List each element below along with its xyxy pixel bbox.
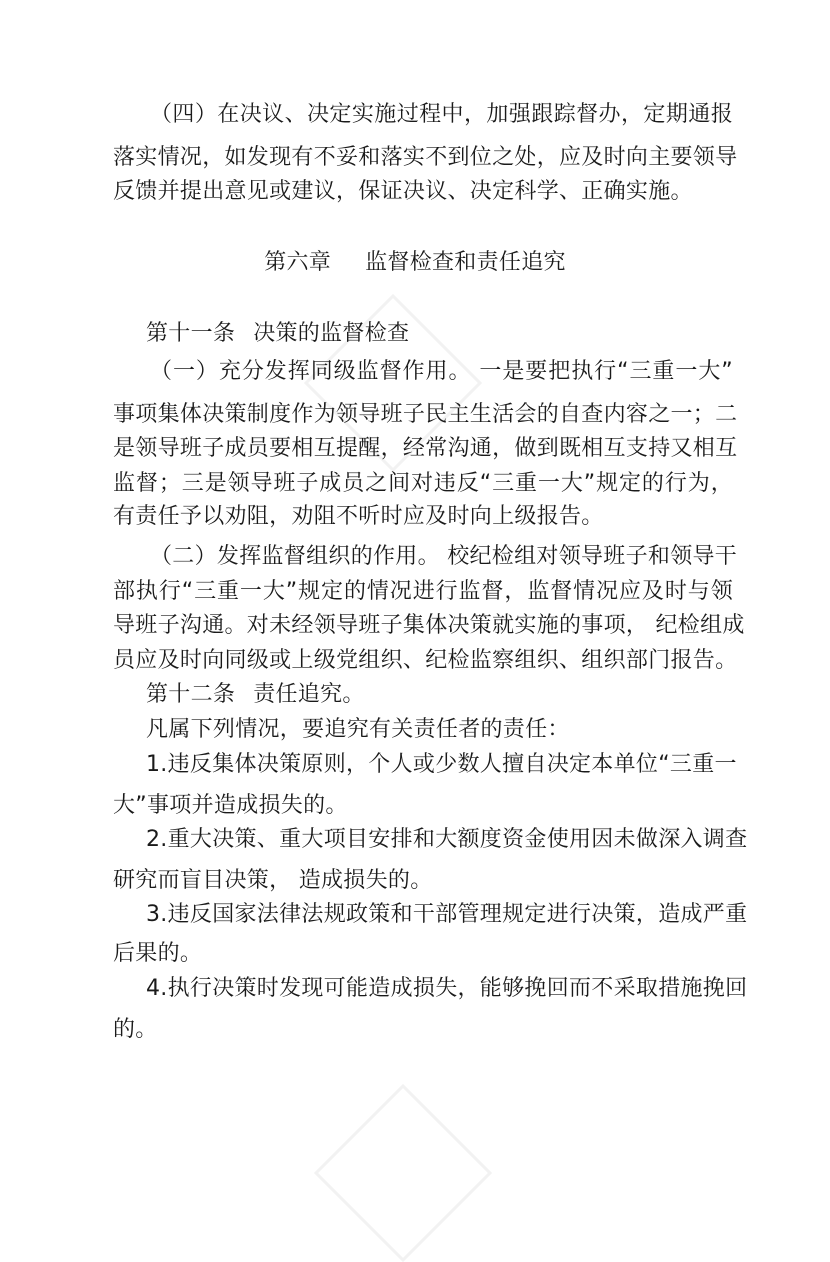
list-item: 4.执行决策时发现可能造成损失，能够挽回而不采取措施挽回 bbox=[146, 976, 748, 1001]
chapter-title: 监督检查和责任追究 bbox=[365, 250, 566, 275]
paragraph-line: 监督；三是领导班子成员之间对违反“三重一大”规定的行为， bbox=[113, 471, 733, 496]
list-item-continuation: 的。 bbox=[113, 1017, 158, 1042]
list-item-continuation: 大”事项并造成损失的。 bbox=[113, 793, 348, 818]
article-number: 第十一条 bbox=[146, 321, 236, 346]
list-item-continuation: 后果的。 bbox=[113, 941, 203, 966]
chapter-heading bbox=[0, 246, 830, 280]
list-item: 2.重大决策、重大项目安排和大额度资金使用因未做深入调查 bbox=[146, 827, 748, 852]
paragraph-line: 反馈并提出意见或建议，保证决议、决定科学、正确实施。 bbox=[113, 179, 693, 204]
paragraph-line: （二）发挥监督组织的作用。 校纪检组对领导班子和领导干 bbox=[150, 544, 738, 569]
paragraph-line: （一）充分发挥同级监督作用。 一是要把执行“三重一大” bbox=[150, 359, 733, 384]
paragraph-line: 落实情况，如发现有不妥和落实不到位之处，应及时向主要领导 bbox=[113, 145, 738, 170]
list-item: 1.违反集体决策原则，个人或少数人擅自决定本单位“三重一 bbox=[146, 752, 737, 777]
article-title: 决策的监督检查 bbox=[253, 321, 410, 346]
article-heading bbox=[146, 317, 766, 351]
paragraph-line: 有责任予以劝阻，劝阻不听时应及时向上级报告。 bbox=[113, 504, 604, 529]
paragraph-line: （四）在决议、决定实施过程中，加强跟踪督办，定期通报 bbox=[150, 102, 733, 127]
paragraph-line: 事项集体决策制度作为领导班子民主生活会的自查内容之一；二 bbox=[113, 402, 738, 427]
paragraph-line: 凡属下列情况，要追究有关责任者的责任： bbox=[146, 717, 570, 742]
article-heading bbox=[146, 678, 766, 712]
paragraph-line: 部执行“三重一大”规定的情况进行监督，监督情况应及时与领 bbox=[113, 579, 733, 604]
list-item-continuation: 研究而盲目决策， 造成损失的。 bbox=[113, 868, 433, 893]
paragraph-line: 导班子沟通。对未经领导班子集体决策就实施的事项， 纪检组成 bbox=[113, 613, 745, 638]
article-number: 第十二条 bbox=[146, 682, 236, 707]
list-item: 3.违反国家法律法规政策和干部管理规定进行决策，造成严重 bbox=[146, 902, 748, 927]
paragraph-line: 员应及时向同级或上级党组织、纪检监察组织、组织部门报告。 bbox=[113, 648, 738, 673]
paragraph-line: 是领导班子成员要相互提醒，经常沟通，做到既相互支持又相互 bbox=[113, 436, 738, 461]
chapter-number: 第六章 bbox=[264, 250, 332, 275]
watermark-icon bbox=[314, 1084, 492, 1262]
article-title: 责任追究。 bbox=[253, 682, 365, 707]
